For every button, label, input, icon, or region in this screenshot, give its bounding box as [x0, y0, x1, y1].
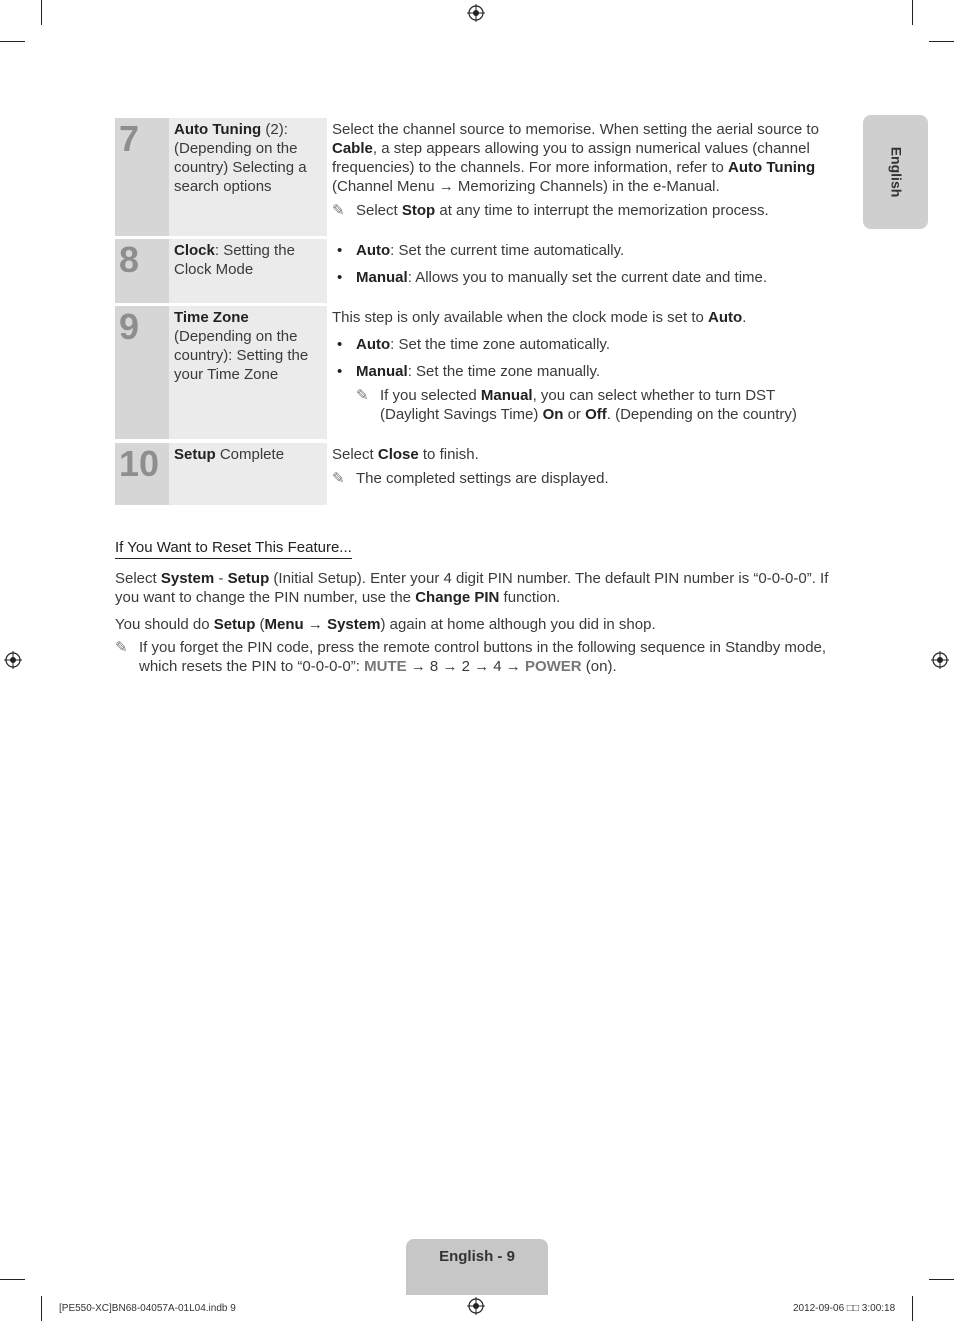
crop-mark [0, 1279, 25, 1280]
registration-mark-icon [931, 651, 949, 669]
step-title-bold: Auto Tuning [174, 121, 262, 138]
step-title-text: Complete [215, 446, 285, 463]
step-number: 10 [115, 443, 169, 505]
note: ✎ Select Stop at any time to interrupt the memorization process. [332, 202, 769, 219]
crop-mark [41, 0, 42, 25]
section-heading: If You Want to Reset This Feature... [115, 538, 352, 559]
note: ✎ The completed settings are displayed. [332, 470, 609, 487]
step-title-bold: Time Zone [174, 309, 249, 326]
registration-mark-icon [467, 4, 485, 22]
step-title [169, 443, 327, 505]
bullet-item: • Manual: Allows you to manually set the current date and time. [332, 268, 831, 287]
step-title-text: (2): (Depending on the country) Selecting a search options [174, 121, 307, 195]
print-file-info: [PE550-XC]BN68-04057A-01L04.indb 9 [59, 1303, 236, 1314]
bullet-item: • Manual: Set the time zone manually. [332, 362, 831, 381]
step-number: 8 [115, 239, 169, 303]
step-description-text: Select the channel source to memorise. When setting the aerial source to Cable, a step appears allowing you to assign numerical values (channel frequencies) to the channels. For more information, refer to Auto Tuning (Channel Menu → Memorizing Channels) in the e-Manual. [332, 121, 819, 195]
step-intro: This step is only available when the clock mode is set to Auto. [332, 309, 747, 326]
step-8 [115, 239, 831, 303]
step-9 [115, 306, 831, 439]
step-title-text: : Setting the Clock Mode [174, 242, 295, 278]
registration-mark-icon [4, 651, 22, 669]
reset-paragraph: You should do Setup (Menu → System) again at home although you did in shop. [115, 616, 656, 633]
crop-mark [41, 1296, 42, 1321]
crop-mark [0, 41, 25, 42]
step-description [327, 239, 831, 303]
crop-mark [929, 41, 954, 42]
step-number: 9 [115, 306, 169, 439]
note-pencil-icon: ✎ [332, 202, 345, 219]
step-description [327, 306, 831, 439]
crop-mark [929, 1279, 954, 1280]
step-title [169, 239, 327, 303]
note: ✎ If you forget the PIN code, press the remote control buttons in the following sequence in Standby mode, which resets the PIN to “0-0-0-0”: MUTE → 8 → 2 → 4 → POWER (on). [115, 639, 827, 675]
page-number-tab [406, 1239, 548, 1295]
step-intro: Select Close to finish. [332, 446, 479, 463]
bullet-item: • Auto: Set the current time automatically. [332, 241, 831, 260]
page-number: English - 9 [439, 1248, 515, 1265]
registration-mark-icon [467, 1297, 485, 1315]
print-timestamp: 2012-09-06 □□ 3:00:18 [793, 1303, 896, 1314]
note-pencil-icon: ✎ [115, 639, 128, 656]
language-side-tab-label: English [888, 146, 904, 198]
crop-mark [912, 0, 913, 25]
note-pencil-icon: ✎ [356, 387, 369, 404]
language-side-tab [863, 115, 928, 229]
step-description [327, 443, 831, 505]
crop-mark [912, 1296, 913, 1321]
step-title [169, 306, 327, 439]
step-10 [115, 443, 831, 505]
reset-paragraph: Select System - Setup (Initial Setup). Enter your 4 digit PIN number. The default PIN number is “0-0-0-0”. If you want to change the PIN number, use the Change PIN function. [115, 570, 829, 606]
step-7 [115, 118, 831, 236]
step-number: 7 [115, 118, 169, 236]
step-title-bold: Clock [174, 242, 215, 259]
note-pencil-icon: ✎ [332, 470, 345, 487]
bullet-item: • Auto: Set the time zone automatically. [332, 335, 831, 354]
step-title [169, 118, 327, 236]
step-description [327, 118, 831, 236]
step-title-bold: Setup [174, 446, 216, 463]
step-title-text: (Depending on the country): Setting the your Time Zone [174, 328, 309, 383]
note: ✎ If you selected Manual, you can select whether to turn DST (Daylight Savings Time) On or Off. (Depending on the country) [356, 387, 797, 423]
